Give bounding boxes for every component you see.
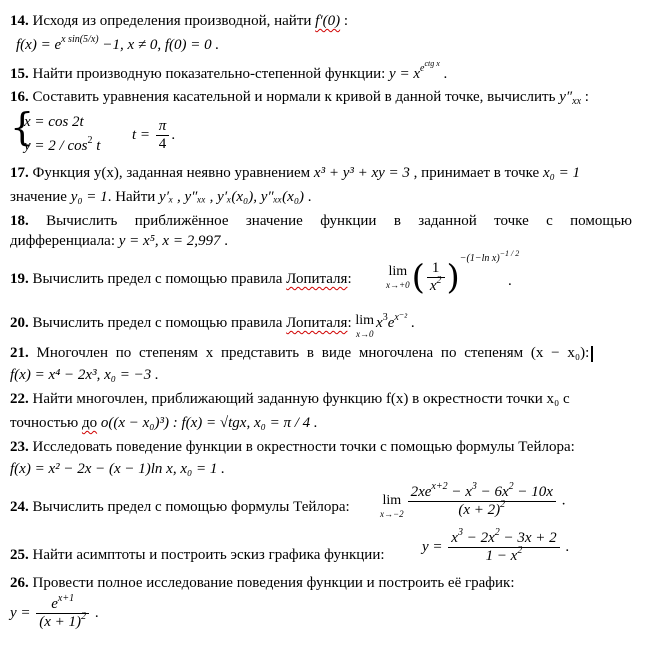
problem-26-den: (x + 1) — [39, 614, 82, 630]
problem-19-frac-num: 1 — [427, 260, 445, 278]
problem-20-lopital: Лопиталя — [286, 315, 348, 331]
problem-19-frac-den-sup: 2 — [436, 275, 442, 287]
problem-20-number: 20. — [10, 315, 29, 331]
problem-24-numerator — [408, 480, 556, 502]
problem-23-line2: f(x) = x² − 2x − (x − 1)ln x, x₀ = 1 . — [10, 461, 225, 477]
problem-20 — [10, 314, 415, 340]
problem-19-frac-den-base: x — [429, 278, 437, 295]
problem-24-lim-word: lim — [382, 493, 402, 508]
problem-23 — [10, 438, 575, 456]
problem-26-fraction — [36, 593, 89, 631]
problem-14 — [10, 12, 348, 30]
problem-19-exp-sup: −1 / 2 — [499, 249, 520, 258]
problem-24-num-a-sup: x+2 — [431, 480, 448, 492]
problem-24-num-d: − 10x — [513, 483, 553, 500]
problem-18 — [10, 212, 632, 230]
problem-18-line-2 — [10, 232, 228, 250]
problem-25-formula — [422, 527, 570, 565]
problem-15-dot: . — [439, 66, 448, 82]
problem-24-num-b: − x — [447, 483, 472, 500]
problem-19-colon: : — [347, 271, 352, 287]
problem-17-dot: . — [304, 189, 312, 205]
problem-24-num-b-sup: 3 — [471, 480, 477, 492]
problem-21-line-2 — [10, 366, 159, 384]
problem-16-t-fraction — [156, 118, 170, 153]
problem-24-den-sup: 2 — [500, 498, 506, 510]
problem-24-dot: . — [557, 492, 566, 509]
problem-17-line2-a: значение — [10, 189, 71, 205]
problem-25-dot: . — [561, 538, 570, 555]
problem-20-dot: . — [407, 315, 415, 331]
problem-25-num-c: − 3x + 2 — [499, 530, 557, 546]
problem-23-text: Исследовать поведение функции в окрестности точки с помощью формулы Тейлора: — [28, 439, 575, 455]
problem-14-text: Исходя из определения производной, найти — [28, 13, 316, 29]
problem-19-frac-den — [427, 275, 445, 295]
problem-22-text: Найти многочлен, приближающий заданную функцию f(x) в окрестности точки x₀ с — [28, 391, 570, 407]
problem-19-lopital: Лопиталя — [286, 271, 348, 287]
problem-14-formula — [16, 36, 219, 54]
problem-19 — [10, 270, 352, 288]
problem-19-fraction — [427, 260, 445, 295]
problem-17-line2-b: . Найти — [107, 189, 160, 205]
problem-24-den: (x + 2) — [458, 501, 501, 518]
problem-24-fraction — [408, 480, 556, 519]
problem-26-formula — [10, 593, 99, 631]
right-paren-icon: ) — [446, 257, 460, 298]
problem-15-exp-ctg: ctg x — [424, 59, 440, 68]
problem-19-lim-word: lim — [388, 263, 408, 279]
problem-19-lim-sub: x→+0 — [386, 279, 410, 290]
problem-15-number: 15. — [10, 66, 29, 82]
problem-25-y: y = — [422, 538, 443, 555]
problem-24-denominator — [408, 498, 556, 519]
problem-24-num-c-sup: 2 — [508, 480, 514, 492]
problem-26-num-a: e — [51, 596, 58, 612]
problem-18-line2-formula: y = x⁵, x = 2,997 — [118, 233, 221, 249]
problem-16-sys1: x = cos 2t — [24, 114, 84, 130]
problem-14-number: 14. — [10, 13, 29, 29]
problem-14-target: f′(0) — [315, 13, 341, 29]
system-brace-icon: { — [10, 105, 35, 149]
problem-17-line-2 — [10, 188, 312, 206]
problem-17-line2-targets: y′ₓ , y″ₓₓ , y′ₓ(x₀), y″ₓₓ(x₀) — [159, 189, 305, 205]
problem-19-lim — [386, 265, 410, 291]
problem-20-text: Вычислить предел с помощью правила — [28, 315, 287, 331]
problem-25-den-a: 1 − x — [485, 548, 518, 564]
problem-16 — [10, 88, 589, 106]
problem-15-text: Найти производную показательно-степенной функции: — [28, 66, 390, 82]
problem-26-num-a-sup: x+1 — [57, 593, 75, 604]
problem-25-fraction — [448, 527, 559, 565]
problem-16-t-num: π — [156, 118, 170, 136]
problem-16-number: 16. — [10, 89, 29, 105]
problem-17-point: x₀ = 1 — [542, 165, 580, 181]
problem-22-line2-a: точностью — [10, 415, 82, 431]
problem-25-text: Найти асимптоты и построить эскиз графика функции: — [28, 547, 385, 563]
problem-25-denominator — [448, 545, 559, 565]
problem-16-sys2-end: t — [92, 138, 101, 154]
problem-18-number: 18. — [10, 213, 29, 229]
problem-20-lim — [355, 314, 374, 340]
problem-26-den-sup: 2 — [81, 611, 87, 622]
problem-19-exp: −(1−ln x) — [459, 253, 500, 264]
problem-17-text: Функция y(x), заданная неявно уравнением — [28, 165, 314, 181]
problem-20-lim-sub: x→0 — [355, 329, 374, 339]
problem-16-dot: . — [171, 126, 176, 143]
problem-16-target-sub: xx — [572, 96, 582, 107]
problem-19-dot: . — [508, 273, 512, 289]
problem-18-dot: . — [220, 233, 228, 249]
problem-16-t-den: 4 — [158, 136, 167, 152]
problem-23-number: 23. — [10, 439, 29, 455]
problem-26-number: 26. — [10, 575, 29, 591]
problem-16-t-label: t = — [132, 126, 151, 143]
problem-20-f-a-sup: 3 — [382, 312, 388, 323]
problem-22 — [10, 390, 570, 408]
problem-25-num-a: x — [451, 530, 458, 546]
problem-16-system-line-1 — [24, 113, 84, 131]
problem-14-formula-start: f(x) = e — [16, 37, 62, 53]
problem-26 — [10, 574, 515, 592]
problem-22-line2-b: o((x − x₀)³) : f(x) = √tgx, x₀ = π / 4 . — [97, 415, 318, 431]
problem-21-line2: f(x) = x⁴ − 2x³, x₀ = −3 . — [10, 367, 159, 383]
problem-17-text2: , принимает в точке — [409, 165, 543, 181]
problem-21 — [10, 344, 638, 362]
problem-19-number: 19. — [10, 271, 29, 287]
problem-17-equation: x³ + y³ + xy = 3 — [313, 165, 410, 181]
problem-18-line2-a: дифференциала: — [10, 233, 119, 249]
problem-24-num-a: 2xe — [410, 483, 432, 500]
problem-19-exponent — [459, 249, 520, 264]
problem-26-text: Провести полное исследование поведения функции и построить её график: — [28, 575, 515, 591]
problem-25 — [10, 546, 385, 564]
problem-22-line-2 — [10, 414, 318, 432]
problem-16-t-value — [132, 118, 175, 153]
problem-24-lim-sub: x→−2 — [380, 509, 404, 519]
problem-16-target: y″ — [559, 89, 573, 105]
problem-21-text: Многочлен по степеням x представить в виде многочлена по степеням (x − x₀): — [28, 345, 590, 361]
problem-24-number: 24. — [10, 499, 29, 515]
problem-16-sys2-start: y = 2 / cos — [24, 138, 88, 154]
problem-20-f-a: x — [376, 315, 383, 331]
problem-24-formula — [380, 482, 565, 520]
problem-25-num-b: − 2x — [462, 530, 495, 546]
problem-22-number: 22. — [10, 391, 29, 407]
left-paren-icon: ( — [411, 257, 425, 298]
problem-16-sys2-sup: 2 — [87, 135, 93, 146]
problem-19-formula — [386, 249, 520, 298]
problem-17-number: 17. — [10, 165, 29, 181]
problem-24-lim — [380, 494, 404, 520]
problem-16-system-line-2 — [24, 137, 100, 155]
problem-14-formula-exponent: x sin(5/x) — [61, 34, 99, 45]
problem-25-num-a-sup: 3 — [457, 527, 463, 538]
problem-25-den-a-sup: 2 — [517, 545, 523, 556]
problem-15-exp-e: e — [419, 63, 425, 74]
problem-26-dot: . — [91, 604, 99, 621]
problem-20-f-b-sup: x⁻² — [394, 312, 408, 323]
problem-26-denominator — [36, 611, 89, 631]
problem-20-lim-word: lim — [355, 313, 375, 328]
problem-25-num-b-sup: 2 — [494, 527, 500, 538]
problem-16-text: Составить уравнения касательной и нормали к кривой в данной точке, вычислить — [28, 89, 560, 105]
problem-17 — [10, 164, 580, 182]
problem-20-f-b: e — [387, 315, 395, 331]
text-cursor — [591, 346, 593, 362]
problem-21-number: 21. — [10, 345, 29, 361]
problem-14-formula-end: −1, x ≠ 0, f(0) = 0 . — [98, 37, 220, 53]
problem-26-y: y = — [10, 604, 31, 621]
problem-15 — [10, 59, 448, 83]
problem-20-colon: : — [347, 315, 352, 331]
problem-25-numerator — [448, 527, 559, 548]
problem-24-text: Вычислить предел с помощью формулы Тейлора: — [28, 499, 350, 515]
problem-24-num-c: − 6x — [476, 483, 509, 500]
problem-16-colon: : — [581, 89, 589, 105]
problem-15-formula-exponent — [419, 59, 440, 74]
problem-17-line2-val: y₀ = 1 — [70, 189, 108, 205]
problem-19-text: Вычислить предел с помощью правила — [28, 271, 287, 287]
problem-23-line-2 — [10, 460, 225, 478]
problem-25-number: 25. — [10, 547, 29, 563]
problem-15-formula-base: y = x — [389, 66, 420, 82]
problem-22-line2-do: до — [81, 415, 98, 431]
problem-24 — [10, 498, 350, 516]
problem-14-colon: : — [340, 13, 349, 29]
problem-18-text: Вычислить приближённое значение функции в заданной точке с помощью — [28, 213, 632, 229]
